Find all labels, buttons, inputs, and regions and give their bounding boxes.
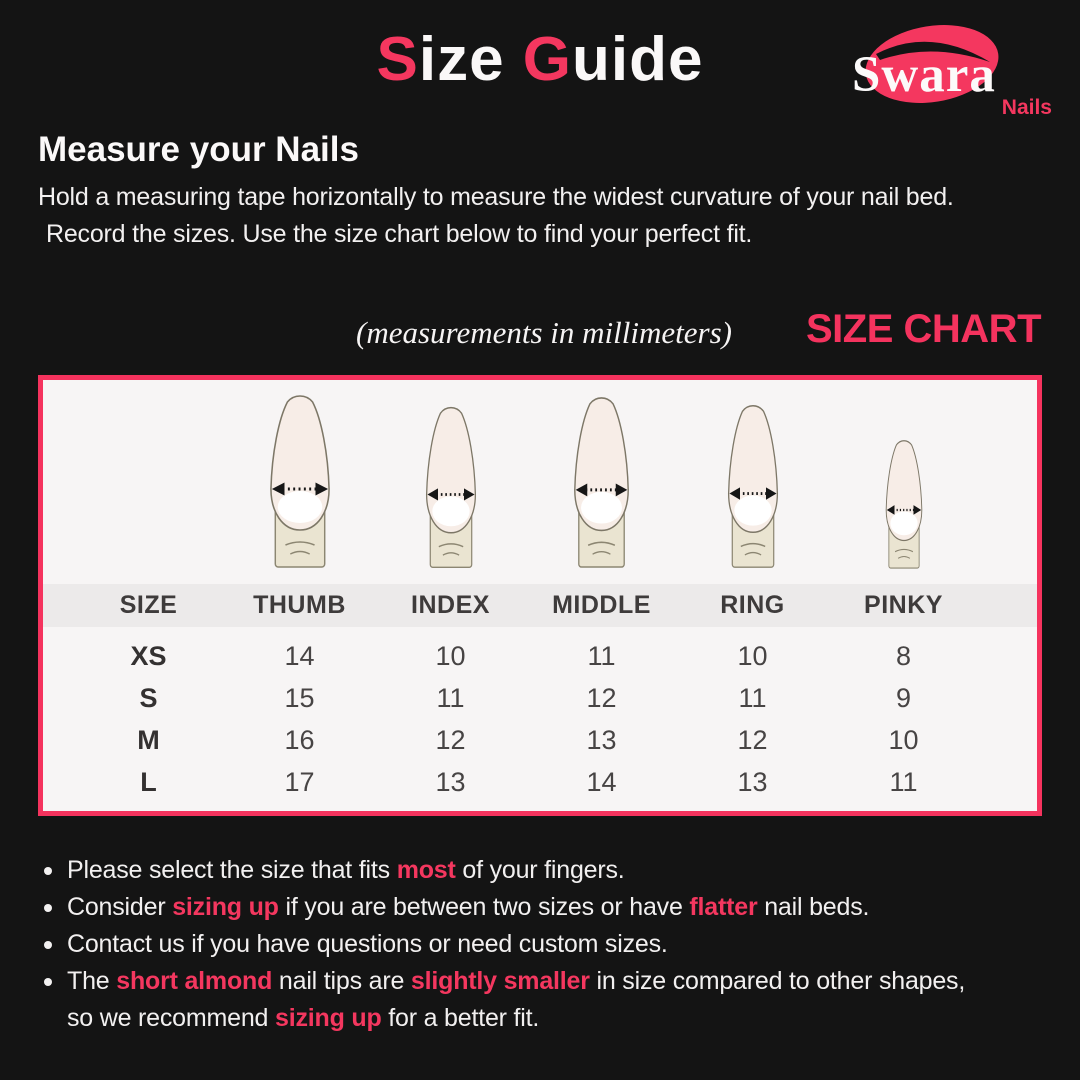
size-label: XS bbox=[130, 640, 167, 671]
measurement-value: 11 bbox=[436, 682, 465, 713]
column-header-thumb: THUMB bbox=[253, 591, 346, 620]
column-header-ring: RING bbox=[720, 591, 785, 620]
highlighted-text: most bbox=[396, 856, 456, 885]
plain-text: for a better fit. bbox=[381, 1004, 540, 1033]
size-label: S bbox=[139, 682, 158, 713]
table-body bbox=[43, 627, 1037, 811]
size-row-l bbox=[43, 761, 1037, 803]
size-row-xs bbox=[43, 635, 1037, 677]
plain-text: nail tips are bbox=[272, 967, 411, 996]
column-header-middle: MIDDLE bbox=[552, 591, 651, 620]
bullet-icon bbox=[44, 978, 52, 986]
size-row-m bbox=[43, 719, 1037, 761]
ring-nail-cell bbox=[677, 401, 828, 584]
measurement-value: 11 bbox=[889, 766, 918, 797]
measurement-value: 16 bbox=[284, 724, 315, 755]
thumb-nail-illustration bbox=[269, 391, 331, 571]
brand-name: Swara bbox=[852, 47, 996, 103]
note-item bbox=[44, 926, 1080, 963]
note-item bbox=[44, 889, 1080, 926]
highlighted-text: short almond bbox=[116, 967, 273, 996]
pinky-nail-cell bbox=[828, 437, 979, 584]
highlighted-text: G bbox=[522, 25, 573, 94]
brand-logo bbox=[844, 12, 1052, 124]
measurement-value: 9 bbox=[895, 682, 912, 713]
sizing-notes-list bbox=[0, 852, 1080, 1037]
note-text bbox=[67, 967, 965, 1032]
ring-nail-illustration bbox=[727, 401, 779, 571]
highlighted-text: sizing up bbox=[172, 893, 279, 922]
measurement-value: 12 bbox=[737, 724, 768, 755]
measure-heading: Measure your Nails bbox=[38, 130, 359, 170]
measurement-value: 14 bbox=[284, 640, 315, 671]
middle-nail-illustration bbox=[573, 393, 630, 571]
size-chart-table bbox=[38, 375, 1042, 816]
highlighted-text: flatter bbox=[689, 893, 758, 922]
measurement-value: 10 bbox=[737, 640, 768, 671]
note-item bbox=[44, 852, 1080, 889]
measurement-value: 12 bbox=[586, 682, 617, 713]
measurement-value: 10 bbox=[888, 724, 919, 755]
plain-text: in size compared to other shapes, bbox=[589, 967, 966, 996]
empty-cell bbox=[73, 571, 224, 584]
plain-text: nail beds. bbox=[757, 893, 870, 922]
plain-text: ize bbox=[418, 25, 523, 94]
middle-nail-cell bbox=[526, 393, 677, 584]
plain-text: Consider bbox=[67, 893, 173, 922]
index-nail-illustration bbox=[425, 403, 477, 571]
measurement-value: 12 bbox=[435, 724, 466, 755]
plain-text: so we recommend bbox=[67, 1004, 275, 1033]
instruction-line-1: Hold a measuring tape horizontally to measure the widest curvature of your nail bed. bbox=[38, 183, 954, 212]
plain-text: Contact us if you have questions or need custom sizes. bbox=[67, 930, 668, 959]
instruction-line-2: Record the sizes. Use the size chart below to find your perfect fit. bbox=[46, 220, 753, 249]
measurement-value: 8 bbox=[895, 640, 912, 671]
note-item bbox=[44, 963, 1080, 1037]
note-text bbox=[67, 893, 869, 921]
thumb-nail-cell bbox=[224, 391, 375, 584]
chart-heading-row bbox=[0, 305, 1080, 375]
nail-illustrations-row bbox=[43, 380, 1037, 584]
measurement-value: 13 bbox=[737, 766, 768, 797]
measurement-value: 15 bbox=[284, 682, 315, 713]
measurement-value: 17 bbox=[284, 766, 315, 797]
plain-text: uide bbox=[572, 25, 704, 94]
bullet-icon bbox=[44, 904, 52, 912]
table-header-row bbox=[43, 584, 1037, 627]
bullet-icon bbox=[44, 941, 52, 949]
index-nail-cell bbox=[375, 403, 526, 584]
measurement-value: 10 bbox=[435, 640, 466, 671]
measurement-value: 13 bbox=[586, 724, 617, 755]
highlighted-text: S bbox=[376, 25, 419, 94]
units-note: (measurements in millimeters) bbox=[356, 315, 732, 351]
measurement-value: 13 bbox=[435, 766, 466, 797]
plain-text: if you are between two sizes or have bbox=[278, 893, 690, 922]
note-text bbox=[67, 930, 668, 958]
measurement-value: 14 bbox=[586, 766, 617, 797]
brand-subtitle: Nails bbox=[1001, 96, 1052, 119]
size-row-s bbox=[43, 677, 1037, 719]
size-label: M bbox=[137, 724, 160, 755]
column-header-pinky: PINKY bbox=[864, 591, 943, 620]
column-header-index: INDEX bbox=[411, 591, 490, 620]
note-text bbox=[67, 856, 625, 884]
measurement-value: 11 bbox=[587, 640, 616, 671]
highlighted-text: slightly smaller bbox=[410, 967, 590, 996]
size-chart-title: SIZE CHART bbox=[806, 307, 1041, 352]
column-header-size: SIZE bbox=[119, 591, 178, 620]
pinky-nail-illustration bbox=[885, 437, 923, 571]
highlighted-text: sizing up bbox=[275, 1004, 382, 1033]
bullet-icon bbox=[44, 867, 52, 875]
plain-text: Please select the size that fits bbox=[67, 856, 397, 885]
measurement-value: 11 bbox=[738, 682, 767, 713]
measure-instructions bbox=[38, 129, 1042, 253]
plain-text: of your fingers. bbox=[455, 856, 625, 885]
plain-text: The bbox=[67, 967, 117, 996]
size-label: L bbox=[140, 766, 157, 797]
